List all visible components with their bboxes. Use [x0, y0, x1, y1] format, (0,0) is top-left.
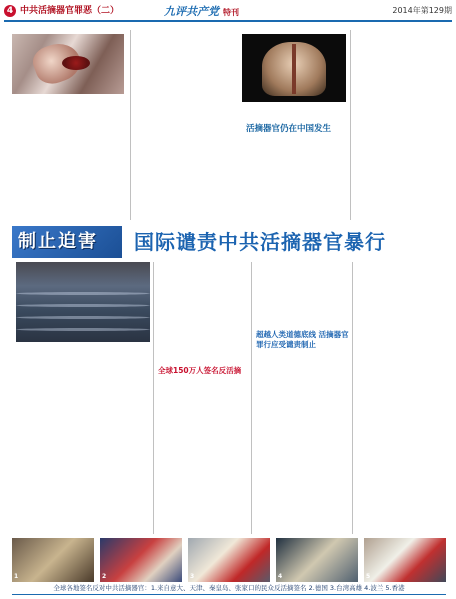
- article-body: [158, 378, 248, 532]
- body-exhibit-photo: [242, 34, 346, 102]
- masthead-subtitle: 特刊: [223, 7, 239, 17]
- article-headline: 活摘器官仍在中国发生: [246, 124, 332, 134]
- photo-number: 2: [102, 573, 107, 580]
- section-subhead: 超越人类道德底线 活摘器官罪行应受谴责制止: [256, 330, 349, 349]
- photo-detail: [16, 316, 150, 319]
- article-body: [256, 262, 348, 326]
- page-number: 4: [4, 5, 16, 17]
- section-subhead: 全球150万人签名反活摘: [158, 366, 242, 375]
- photo-number: 3: [190, 573, 195, 580]
- article-body: [242, 137, 346, 221]
- article-body: [158, 262, 248, 362]
- strip-photo: [12, 538, 94, 582]
- article-body: [134, 30, 238, 220]
- column-divider: [130, 30, 131, 220]
- strip-photo: [100, 538, 182, 582]
- photo-caption: [12, 96, 124, 112]
- article-body: [354, 30, 446, 220]
- header-rule: [4, 20, 452, 22]
- photo-caption: [242, 103, 346, 119]
- banner-stamp: 制止迫害: [12, 226, 122, 258]
- column-divider: [153, 262, 154, 534]
- photo-number: 4: [278, 573, 283, 580]
- parliament-photo: [16, 262, 150, 342]
- photo-strip: [12, 538, 446, 582]
- strip-photo: [276, 538, 358, 582]
- article-body: [256, 352, 348, 532]
- column-divider: [352, 262, 353, 534]
- strip-photo: [188, 538, 270, 582]
- footer-rule: [12, 594, 446, 595]
- page-header: [4, 5, 452, 19]
- article-body: [16, 346, 150, 532]
- photo-number: 1: [14, 573, 19, 580]
- strip-photo: [364, 538, 446, 582]
- masthead-title: 九评共产党: [164, 5, 219, 18]
- photo-detail: [16, 292, 150, 295]
- section-title: 中共活摘器官罪恶（二）: [20, 6, 120, 16]
- masthead: [164, 3, 239, 19]
- column-divider: [350, 30, 351, 220]
- issue-label: 2014年第129期: [392, 6, 452, 15]
- column-divider: [251, 262, 252, 534]
- photo-detail: [292, 44, 296, 94]
- feature-banner: [12, 226, 446, 258]
- strip-caption: 全球各地签名反对中共活摘器官：1.来自意大、天津、秦皇岛、张家口的民众反活摘签名 2.德国 3.台湾高雄 4.波兰 5.香港: [53, 584, 405, 592]
- article-body: [356, 262, 446, 534]
- photo-detail: [16, 304, 150, 307]
- article-body: [12, 147, 126, 221]
- wound-photo: [12, 34, 124, 94]
- banner-title: 国际谴责中共活摘器官暴行: [134, 230, 386, 254]
- photo-wound: [62, 56, 90, 70]
- photo-detail: [16, 328, 150, 331]
- photo-number: 5: [366, 573, 371, 580]
